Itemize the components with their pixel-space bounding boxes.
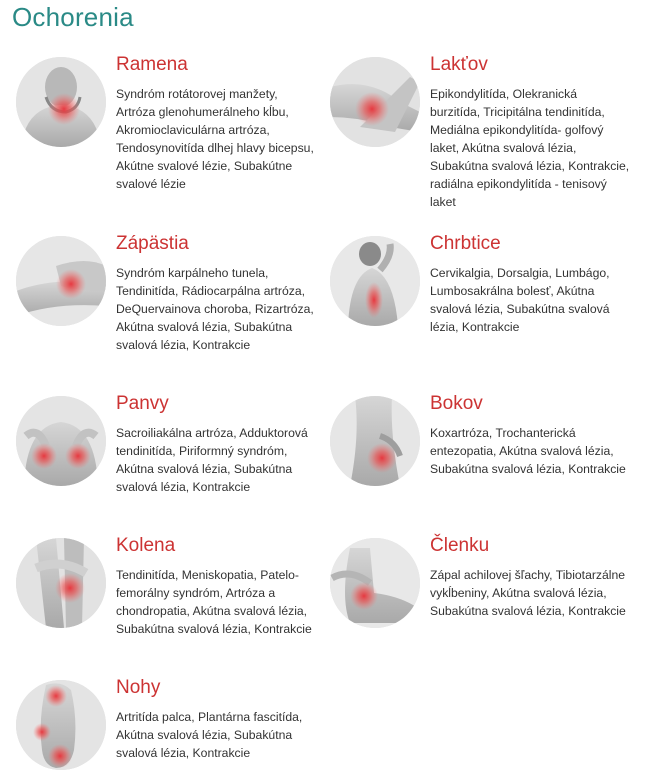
- condition-title: Zápästia: [116, 233, 189, 254]
- hip-pain-icon: [330, 396, 420, 486]
- condition-title: Členku: [430, 535, 490, 556]
- condition-description: Koxartróza, Trochanterická entezopatia, Akútna svalová lézia, Subakútna svalová lézia, Kontrakcie: [430, 426, 626, 476]
- knee-pain-icon: [16, 538, 106, 628]
- condition-title: Panvy: [116, 393, 169, 414]
- condition-description: Sacroiliakálna artróza, Adduktorová tendinitída, Piriformný syndróm, Akútna svalová lézia, Subakútna svalová lézia, Kontrakcie: [116, 426, 308, 494]
- condition-title: Kolena: [116, 535, 176, 556]
- condition-description: Syndróm rotátorovej manžety, Artróza glenohumerálneho kĺbu, Akromioclaviculárna artróza, Tendosynovitída dlhej hlavy bicepsu, Akútne svalové lézie, Subakútne svalové lézie: [116, 87, 314, 191]
- ankle-pain-icon: [330, 538, 420, 628]
- spine-pain-icon: [330, 236, 420, 326]
- condition-title: Nohy: [116, 677, 161, 698]
- pelvis-pain-icon: [16, 396, 106, 486]
- condition-title: Bokov: [430, 393, 483, 414]
- condition-description: Epikondylitída, Olekranická burzitída, Tricipitálna tendinitída, Mediálna epikondylitída- golfový laket, Akútna svalová lézia, Subakútna svalová lézia, Kontrakcie, radiálna epikondylitída - tenisový laket: [430, 87, 630, 209]
- condition-description: Zápal achilovej šľachy, Tibiotarzálne vykĺbeniny, Akútna svalová lézia, Subakútna svalová lézia, Kontrakcie: [430, 568, 626, 618]
- condition-description: Tendinitída, Meniskopatia, Patelo-femorálny syndróm, Artróza a chondropatia, Akútna svalová lézia, Subakútna svalová lézia, Kontrakcie: [116, 568, 312, 636]
- condition-description: Artritída palca, Plantárna fascitída, Akútna svalová lézia, Subakútna svalová lézia, Kontrakcie: [116, 710, 303, 760]
- condition-description: Syndróm karpálneho tunela, Tendinitída, Rádiocarpálna artróza, DeQuervainova choroba, Rizartróza, Akútna svalová lézia, Subakútna svalová lézia, Kontrakcie: [116, 266, 314, 352]
- condition-title: Ramena: [116, 54, 188, 75]
- wrist-pain-icon: [16, 236, 106, 326]
- condition-title: Chrbtice: [430, 233, 501, 254]
- condition-title: Lakťov: [430, 54, 488, 75]
- foot-pain-icon: [16, 680, 106, 770]
- condition-description: Cervikalgia, Dorsalgia, Lumbágo, Lumbosakrálna bolesť, Akútna svalová lézia, Subakútna svalová lézia, Kontrakcie: [430, 266, 610, 334]
- elbow-pain-icon: [330, 57, 420, 147]
- page-title: Ochorenia: [12, 2, 134, 32]
- shoulder-pain-icon: [16, 57, 106, 147]
